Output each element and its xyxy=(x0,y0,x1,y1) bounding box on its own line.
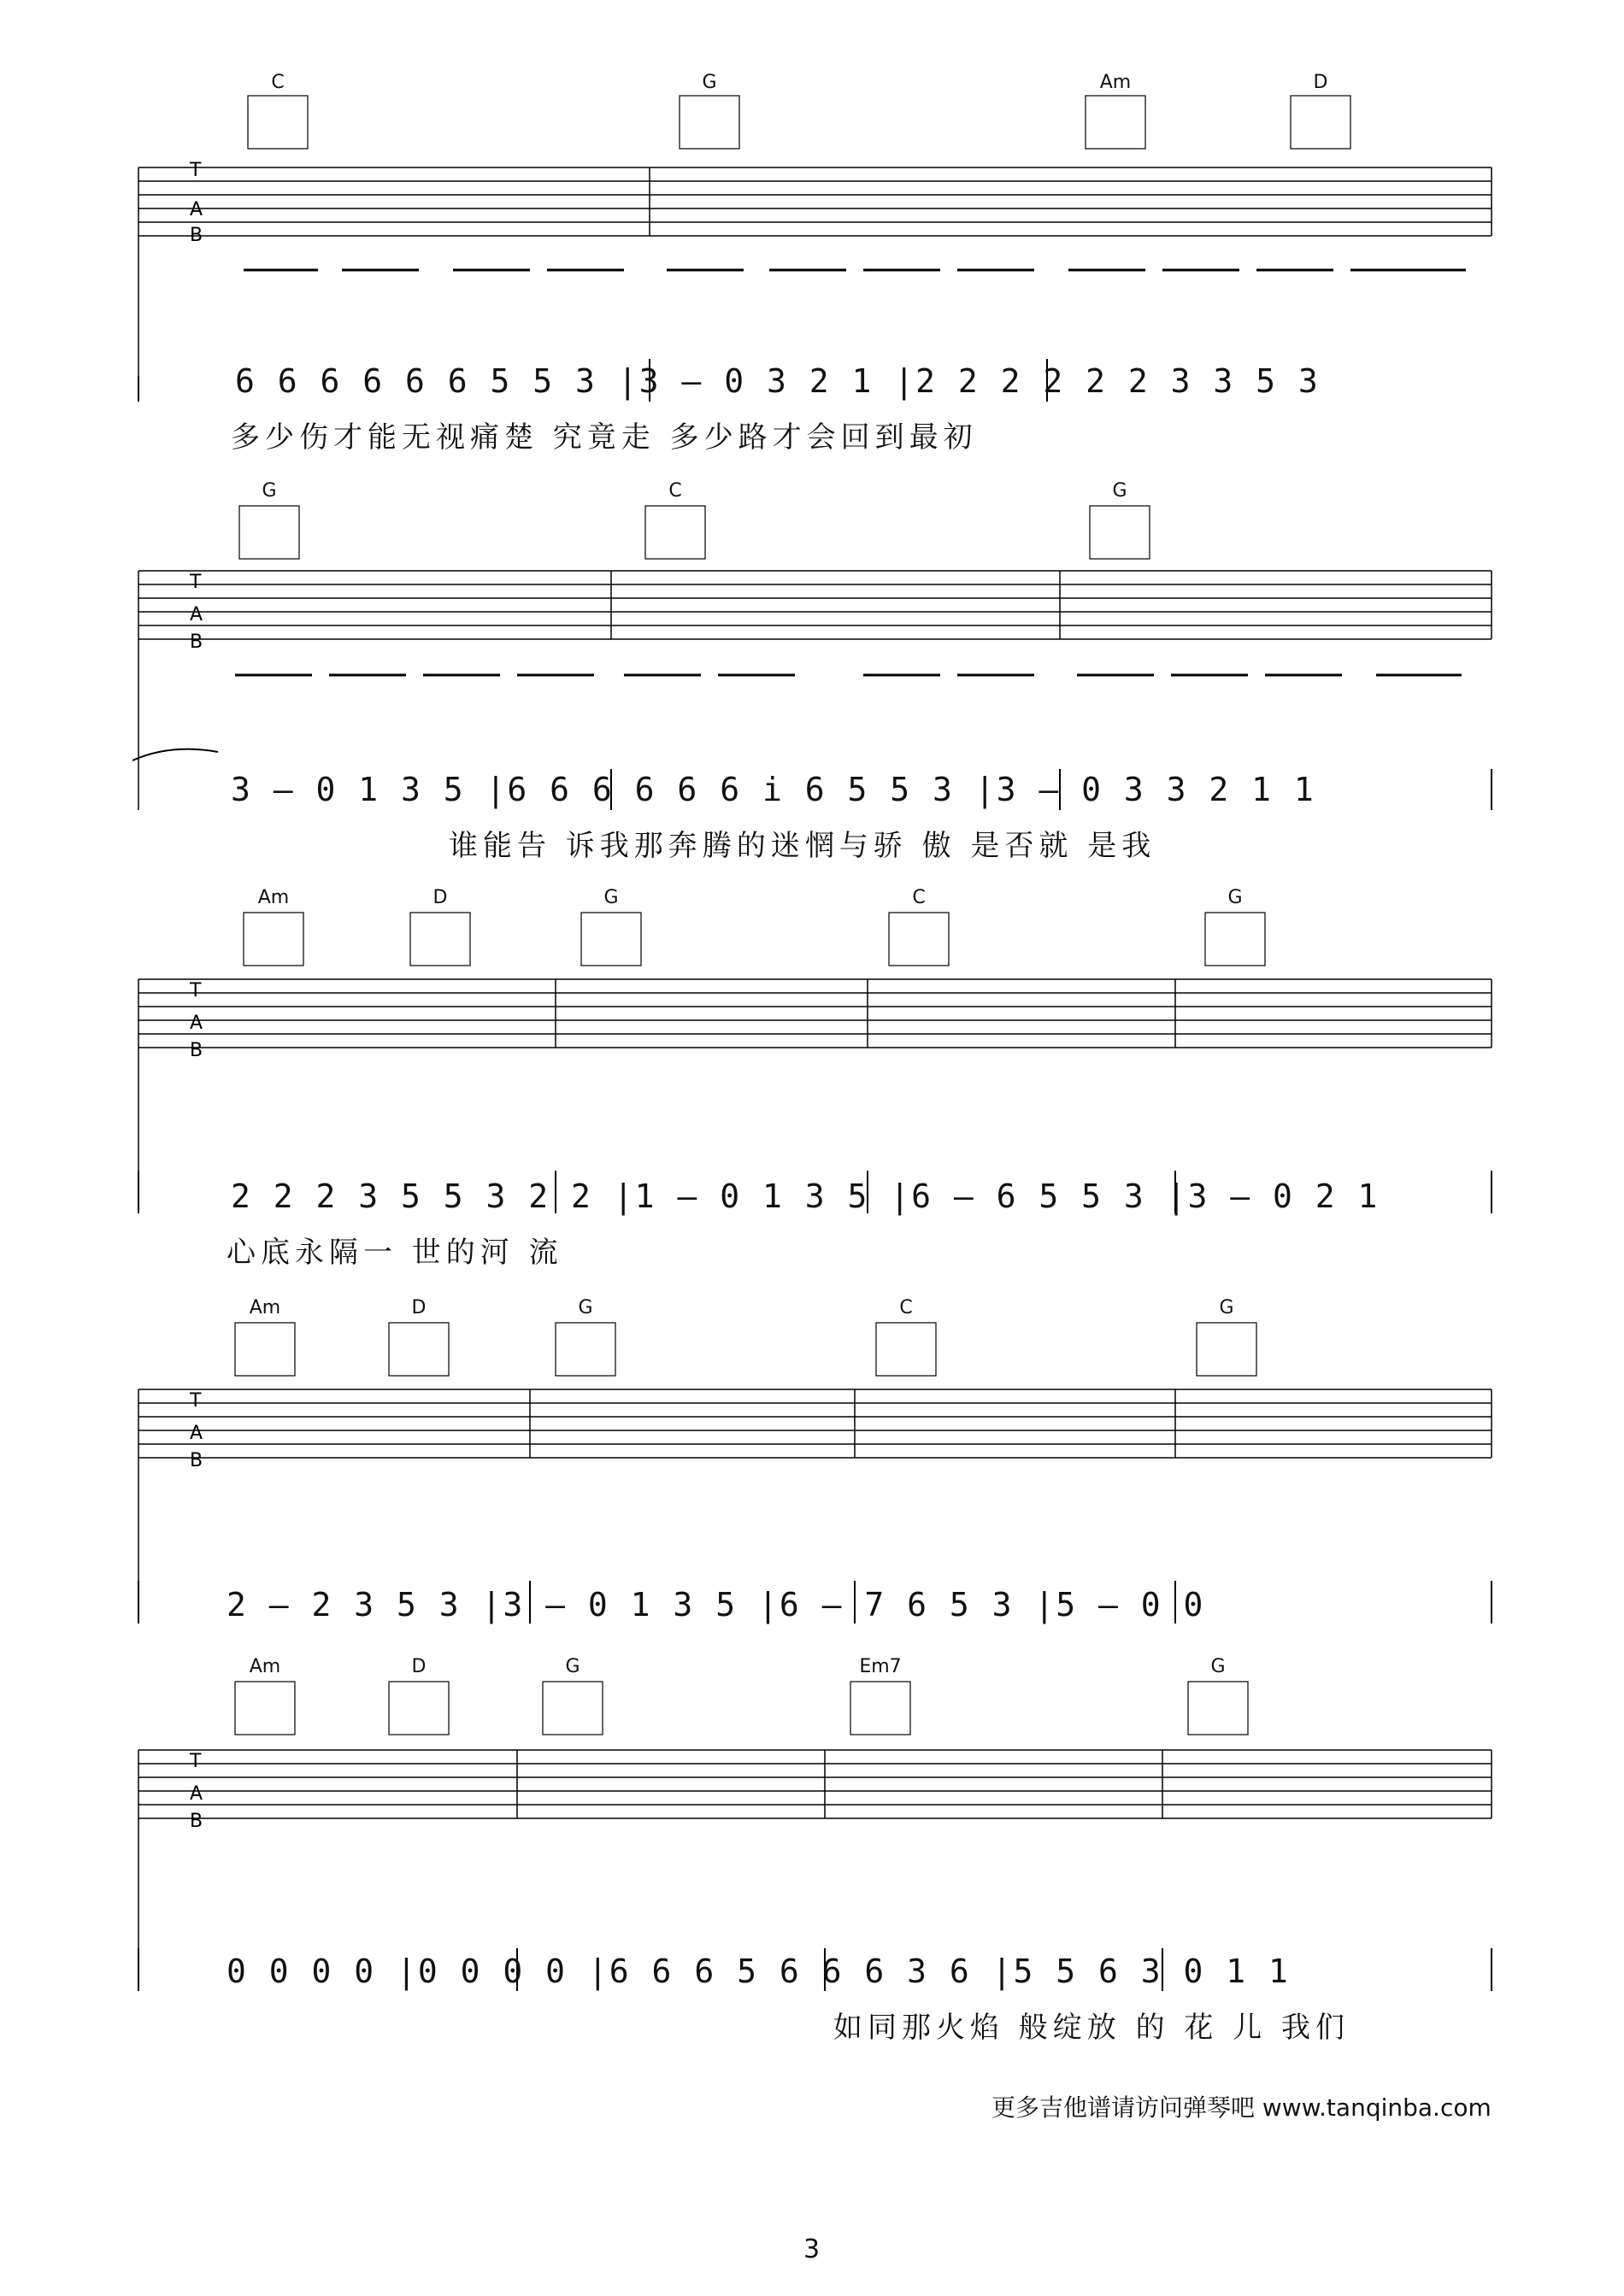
svg-text:A: A xyxy=(190,1423,203,1444)
chord-name: Am xyxy=(257,887,290,908)
svg-text:B: B xyxy=(190,225,203,246)
lyrics-line: 多少伤才能无视痛楚 究竟走 多少路才会回到最初 xyxy=(231,420,978,455)
page-number: 3 xyxy=(803,2234,821,2264)
svg-text:A: A xyxy=(190,1013,203,1034)
chord-name: G xyxy=(262,480,277,502)
jianpu-notation: 0 0 0 0 |0 0 0 0 |6 6 6 5 6 6 6 3 6 |5 5 6 3 0 1 1 xyxy=(227,1952,1290,1990)
svg-text:B: B xyxy=(190,631,203,653)
jianpu-notation: 6 6 6 6 6 6 5 5 3 |3 – 0 3 2 1 |2 2 2 2 2 2 3 3 5 3 xyxy=(235,362,1320,400)
chord-name: G xyxy=(565,1656,580,1677)
svg-text:T: T xyxy=(190,980,202,1001)
chord-name: C xyxy=(271,72,285,93)
chord-name: G xyxy=(702,72,717,93)
svg-text:A: A xyxy=(190,604,203,625)
footer-credit: 更多吉他谱请访问弹琴吧 www.tanqinba.com xyxy=(991,2093,1492,2122)
chord-name: Am xyxy=(249,1656,281,1677)
chord-name: C xyxy=(899,1297,913,1318)
chord-name: G xyxy=(1112,480,1127,502)
svg-text:B: B xyxy=(190,1450,203,1471)
chord-name: G xyxy=(1210,1656,1226,1677)
chord-name: D xyxy=(1313,72,1328,93)
lyrics-line: 谁能告 诉我那奔腾的迷惘与骄 傲 是否就 是我 xyxy=(449,829,1156,863)
chord-name: Am xyxy=(249,1297,281,1318)
chord-name: C xyxy=(912,887,926,908)
jianpu-notation: 3 – 0 1 3 5 |6 6 6 6 6 6 i 6 5 5 3 |3 – 0 3 3 2 1 1 xyxy=(231,771,1315,808)
svg-text:T: T xyxy=(190,572,202,593)
chord-name: G xyxy=(1227,887,1243,908)
svg-text:A: A xyxy=(190,199,203,220)
chord-name: G xyxy=(578,1297,593,1318)
chord-name: Em7 xyxy=(859,1656,902,1677)
chord-name: D xyxy=(432,887,448,908)
chord-name: G xyxy=(1219,1297,1234,1318)
svg-text:T: T xyxy=(190,160,202,181)
jianpu-notation: 2 – 2 3 5 3 |3 – 0 1 3 5 |6 – 7 6 5 3 |5 – 0 0 xyxy=(227,1586,1205,1624)
svg-text:B: B xyxy=(190,1040,203,1061)
svg-text:B: B xyxy=(190,1811,203,1832)
svg-text:T: T xyxy=(190,1751,202,1772)
chord-name: Am xyxy=(1099,72,1132,93)
chord-name: G xyxy=(603,887,619,908)
svg-text:T: T xyxy=(190,1390,202,1412)
chord-name: D xyxy=(411,1656,427,1677)
chord-name: D xyxy=(411,1297,427,1318)
jianpu-notation: 2 2 2 3 5 5 3 2 2 |1 – 0 1 3 5 |6 – 6 5 5 3 |3 – 0 2 1 xyxy=(231,1177,1380,1215)
lyrics-line: 如同那火焰 般绽放 的 花 儿 我们 xyxy=(833,2011,1350,2045)
chord-name: C xyxy=(668,480,682,502)
svg-text:A: A xyxy=(190,1783,203,1805)
lyrics-line: 心底永隔一 世的河 流 xyxy=(227,1236,563,1270)
